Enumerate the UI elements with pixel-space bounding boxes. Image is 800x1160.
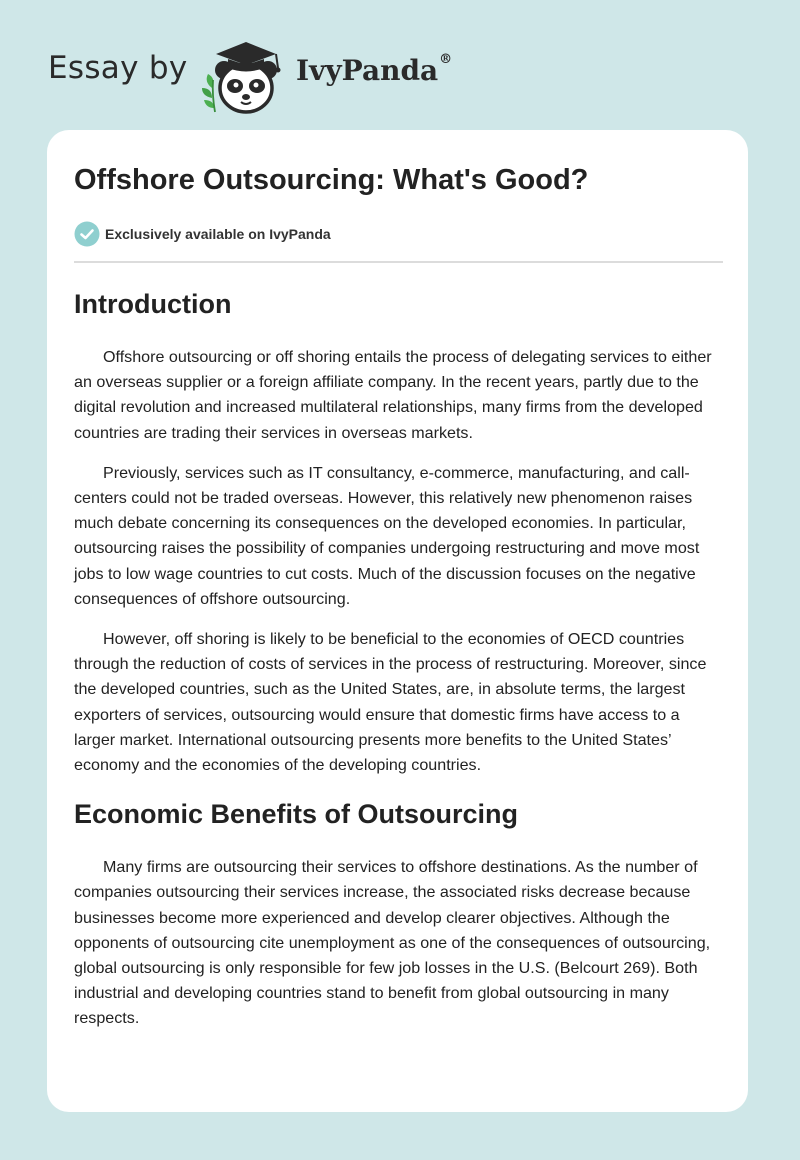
article-title: Offshore Outsourcing: What's Good? <box>74 164 589 196</box>
brand-name-text: IvyPanda <box>296 54 439 87</box>
title-divider <box>74 261 723 263</box>
check-circle-icon <box>74 221 100 247</box>
paragraph: Previously, services such as IT consultancy, e-commerce, manufacturing, and call-centers could not be traded overseas. However, this relatively new phenomenon raises much debate concerning its consequences on the developed economies. In particular, outsourcing raises the possibility of companies undergoing restructuring and move most jobs to low wage countries to cut costs. Much of the discussion focuses on the negative consequences of offshore outsourcing. <box>74 463 700 608</box>
paragraph: Offshore outsourcing or off shoring entails the process of delegating services to either an overseas supplier or a foreign affiliate company. In the recent years, partly due to the digital revolution and increased multilateral relationships, many firms from the developed countries are trading their services in overseas markets. <box>74 348 712 442</box>
section-heading-economic-benefits: Economic Benefits of Outsourcing <box>74 799 519 830</box>
exclusive-badge <box>74 221 331 247</box>
panda-graduate-logo-icon[interactable] <box>198 30 294 114</box>
article-card <box>47 130 748 1112</box>
article-body <box>74 280 724 1047</box>
registered-mark: ® <box>439 52 453 67</box>
brand-name[interactable] <box>296 54 452 87</box>
brand-prefix: Essay by <box>48 50 188 86</box>
paragraph: However, off shoring is likely to be beneficial to the economies of OECD countries through the reduction of costs of services in the process of restructuring. Moreover, since the developed countries, such as the United States, are, in absolute terms, the largest exporters of services, outsourcing would ensure that domestic firms have access to a larger market. International outsourcing presents more benefits to the United States’ economy and the economies of the developing countries. <box>74 630 707 775</box>
site-header <box>0 0 800 130</box>
section-heading-introduction: Introduction <box>74 289 232 319</box>
exclusive-badge-text: Exclusively available on IvyPanda <box>105 226 331 242</box>
paragraph: Many firms are outsourcing their services to offshore destinations. As the number of companies outsourcing their services increase, the associated risks decrease because businesses become more experienced and develop clearer objectives. Although the opponents of outsourcing cite unemployment as one of the consequences of outsourcing, global outsourcing is only responsible for few job losses in the U.S. (Belcourt 269). Both industrial and developing countries stand to benefit from global outsourcing in many respects. <box>74 858 711 1028</box>
